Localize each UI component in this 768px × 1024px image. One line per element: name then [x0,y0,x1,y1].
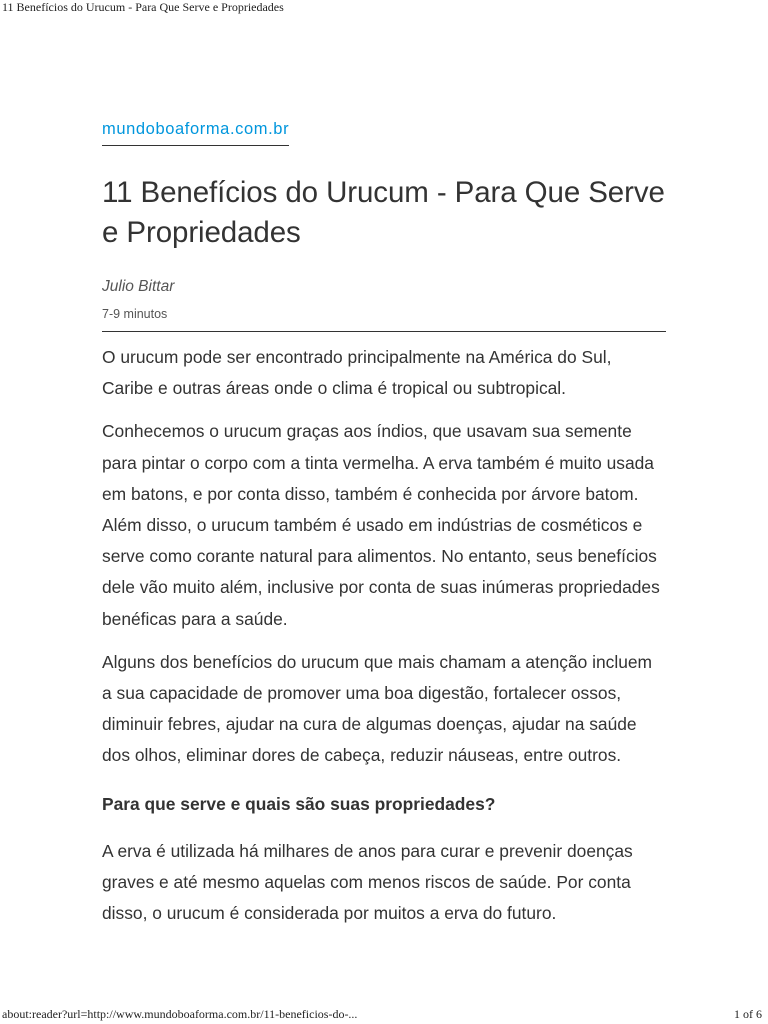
print-header-title: 11 Benefícios do Urucum - Para Que Serve e Propriedades [2,0,284,14]
article-author: Julio Bittar [102,278,175,295]
reader-view [102,118,666,941]
paragraph: A erva é utilizada há milhares de anos para curar e prevenir doenças graves e até mesmo aquelas com menos riscos de saúde. Por conta disso, o urucum é considerada por muitos a erva do futuro. [102,840,633,924]
article-title: 11 Benefícios do Urucum - Para Que Serve e Propriedades [102,176,665,249]
paragraph: Conhecemos o urucum graças aos índios, que usavam sua semente para pintar o corpo com a tinta vermelha. A erva também é muito usada em batons, e por conta disso, também é conhecida por árvore batom. Além disso, o urucum também é usado em indústrias de cosméticos e serve como corante natural para alimentos. No entanto, seus benefícios dele vão muito além, inclusive por conta de suas inúmeras propriedades benéficas para a saúde. [102,421,660,629]
source-domain-link[interactable]: mundoboaforma.com.br [102,118,289,146]
paragraph: O urucum pode ser encontrado principalmente na América do Sul, Caribe e outras áreas onde o clima é tropical ou subtropical. [102,347,612,399]
section-heading: Para que serve e quais são suas propriedades? [102,793,496,814]
reading-time: 7-9 minutos [102,307,168,321]
paragraph: Alguns dos benefícios do urucum que mais chamam a atenção incluem a sua capacidade de promover uma boa digestão, fortalecer ossos, diminuir febres, ajudar na cura de algumas doenças, ajudar na saúde dos olhos, eliminar dores de cabeça, reduzir náuseas, entre outros. [102,651,653,766]
print-footer-url: about:reader?url=http://www.mundoboaforma.com.br/11-beneficios-do-... [2,1007,358,1021]
print-page-indicator: 1 of 6 [734,1007,762,1021]
header-divider [102,331,666,332]
article-content [102,342,666,929]
